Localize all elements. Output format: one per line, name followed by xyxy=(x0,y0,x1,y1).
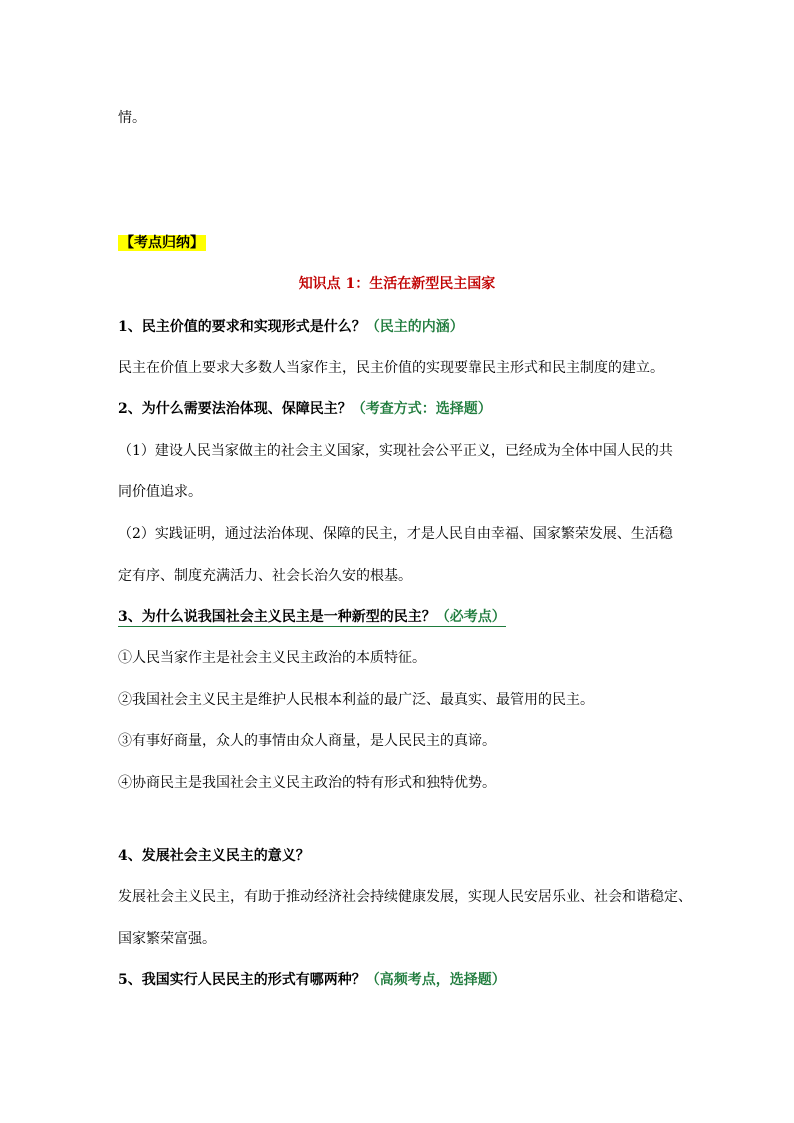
q3-item: ①人民当家作主是社会主义民主政治的本质特征。 xyxy=(118,650,426,666)
q4-answer-line2: 国家繁荣富强。 xyxy=(118,931,216,947)
q1-question: 1、民主价值的要求和实现形式是什么？ xyxy=(118,319,366,335)
q1-tag: （民主的内涵） xyxy=(365,319,464,335)
q2-question: 2、为什么需要法治体现、保障民主？ xyxy=(118,401,352,417)
q2-p2-line2: 定有序、制度充满活力、社会长治久安的根基。 xyxy=(118,568,412,584)
top-fragment: 情。 xyxy=(118,110,146,126)
section-tag-wrapper xyxy=(118,233,206,253)
q3-item: ④协商民主是我国社会主义民主政治的特有形式和独特优势。 xyxy=(118,775,496,791)
q1-answer: 民主在价值上要求大多数人当家作主，民主价值的实现要靠民主形式和民主制度的建立。 xyxy=(118,360,664,376)
q2-p1-line2: 同价值追求。 xyxy=(118,484,202,500)
q2-p2-line1: （2）实践证明，通过法治体现、保障的民主，才是人民自由幸福、国家繁荣发展、生活稳 xyxy=(118,526,673,542)
q5-question: 5、我国实行人民民主的形式有哪两种？ xyxy=(118,972,366,988)
q3-item: ②我国社会主义民主是维护人民根本利益的最广泛、最真实、最管用的民主。 xyxy=(118,692,594,708)
q1-heading xyxy=(118,317,464,337)
section-tag: 【考点归纳】 xyxy=(120,235,204,251)
knowledge-point-title: 知识点 1：生活在新型民主国家 xyxy=(298,276,496,292)
q3-tag: （必考点） xyxy=(435,609,506,625)
q2-heading xyxy=(118,399,492,419)
q3-question: 3、为什么说我国社会主义民主是一种新型的民主？ xyxy=(118,609,436,625)
q3-item: ③有事好商量，众人的事情由众人商量，是人民民主的真谛。 xyxy=(118,733,496,749)
q2-p1-line1: （1）建设人民当家做主的社会主义国家，实现社会公平正义，已经成为全体中国人民的共 xyxy=(118,443,673,459)
q4-question: 4、发展社会主义民主的意义？ xyxy=(118,848,310,864)
q3-heading xyxy=(118,607,506,627)
q3-heading-underlined xyxy=(118,609,506,627)
q5-tag: （高频考点，选择题） xyxy=(365,972,506,988)
q5-heading xyxy=(118,970,506,990)
q4-answer-line1: 发展社会主义民主，有助于推动经济社会持续健康发展，实现人民安居乐业、社会和谐稳定、 xyxy=(118,889,692,905)
q2-tag: （考查方式：选择题） xyxy=(351,401,492,417)
